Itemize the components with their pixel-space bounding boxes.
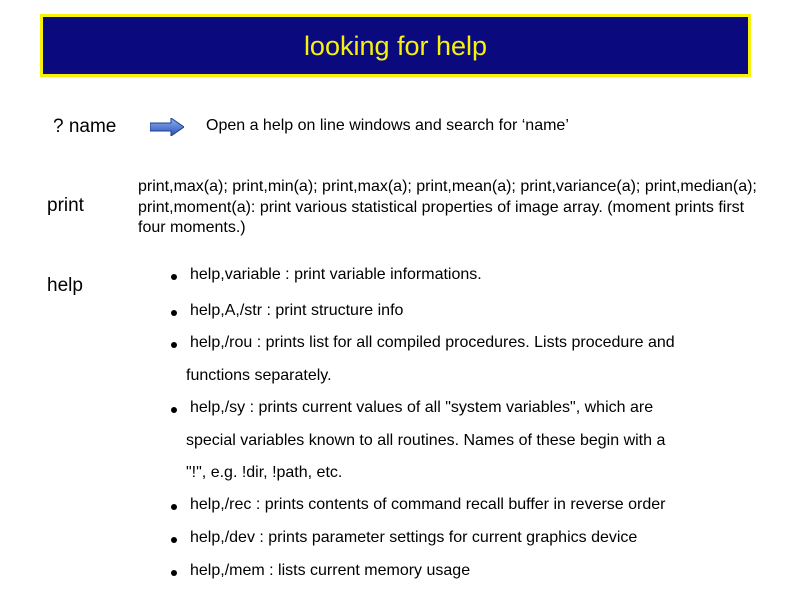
name-label: ? name bbox=[53, 116, 117, 137]
help-item-text: help,/dev : prints parameter settings for current graphics device bbox=[190, 529, 638, 546]
help-item-text: help,/sy : prints current values of all "system variables", which are bbox=[190, 399, 654, 416]
name-description: Open a help on line windows and search for ‘name’ bbox=[206, 117, 569, 134]
help-item-text: help,/rec : prints contents of command recall buffer in reverse order bbox=[190, 496, 666, 513]
bullet-icon bbox=[171, 570, 177, 576]
print-description: print,max(a); print,min(a); print,max(a); print,mean(a); print,variance(a); print,median(a); print,moment(a): print various statistical properties of image array. (moment prints first four moments.) bbox=[138, 178, 757, 236]
bullet-icon bbox=[171, 342, 177, 348]
help-label: help bbox=[47, 275, 83, 296]
page-title: looking for help bbox=[303, 31, 488, 61]
help-item-text: help,/mem : lists current memory usage bbox=[190, 562, 471, 579]
help-item-text: help,A,/str : print structure info bbox=[190, 302, 404, 319]
help-item-continuation: "!", e.g. !dir, !path, etc. bbox=[186, 464, 343, 481]
bullet-icon bbox=[171, 274, 177, 280]
help-item-continuation: special variables known to all routines. Names of these begin with a bbox=[186, 432, 666, 449]
help-item-continuation: functions separately. bbox=[186, 367, 332, 384]
help-item-text: help,/rou : prints list for all compiled procedures. Lists procedure and bbox=[190, 334, 675, 351]
print-label: print bbox=[47, 195, 84, 216]
bullet-icon bbox=[171, 310, 177, 316]
bullet-icon bbox=[171, 407, 177, 413]
title-banner bbox=[40, 14, 751, 77]
bullet-icon bbox=[171, 504, 177, 510]
right-arrow-icon bbox=[150, 118, 184, 136]
help-item-text: help,variable : print variable informations. bbox=[190, 266, 482, 283]
bullet-icon bbox=[171, 537, 177, 543]
